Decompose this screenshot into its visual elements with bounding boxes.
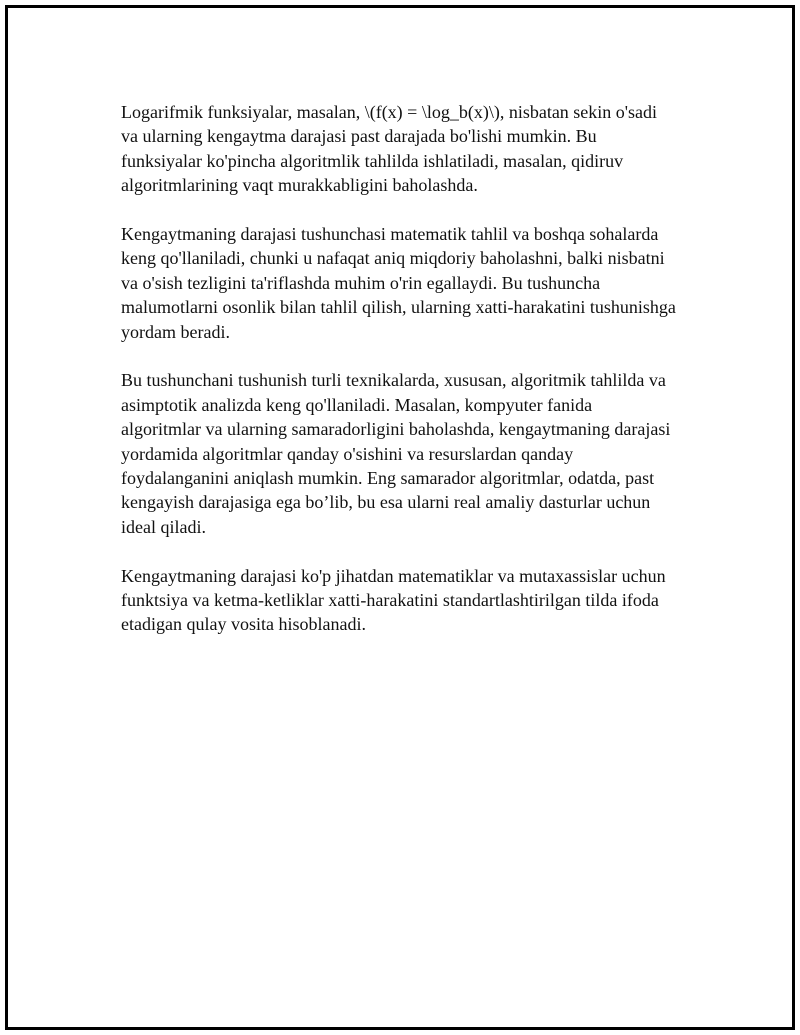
paragraph-2: Kengaytmaning darajasi tushunchasi matematik tahlil va boshqa sohalarda keng qo'llaniladi, chunki u nafaqat aniq miqdoriy baholashni, balki nisbatni va o'sish tezligini ta'riflashda muhim o'rin egallaydi. Bu tushuncha malumotlarni osonlik bilan tahlil qilish, ularning xatti-harakatini tushunishga yordam beradi.: [121, 224, 676, 342]
paragraph-4: Kengaytmaning darajasi ko'p jihatdan matematiklar va mutaxassislar uchun funktsiya va ketma-ketliklar xatti-harakatini standartlashtirilgan tilda ifoda etadigan qulay vosita hisoblanadi.: [121, 565, 666, 635]
document-body: [121, 100, 701, 661]
paragraph-1: Logarifmik funksiyalar, masalan, \(f(x) = \log_b(x)\), nisbatan sekin o'sadi va ularning kengaytma darajasi past darajada bo'lishi mumkin. Bu funksiyalar ko'pincha algoritmlik tahlilda ishlatiladi, masalan, qidiruv algoritmlarining vaqt murakkabligini baholashda.: [121, 102, 658, 196]
paragraph-3: Bu tushunchani tushunish turli texnikalarda, xususan, algoritmik tahlilda va asimptotik analizda keng qo'llaniladi. Masalan, kompyuter fanida algoritmlar va ularning samaradorligini baholashda, kengaytmaning darajasi yordamida algoritmlar qanday o'sishini va resurslardan qanday foydalanganini aniqlash mumkin. Eng samarador algoritmlar, odatda, past kengayish darajasiga ega bo’lib, bu esa ularni real amaliy dasturlar uchun ideal qiladi.: [121, 370, 671, 537]
page-border: [5, 5, 795, 1030]
